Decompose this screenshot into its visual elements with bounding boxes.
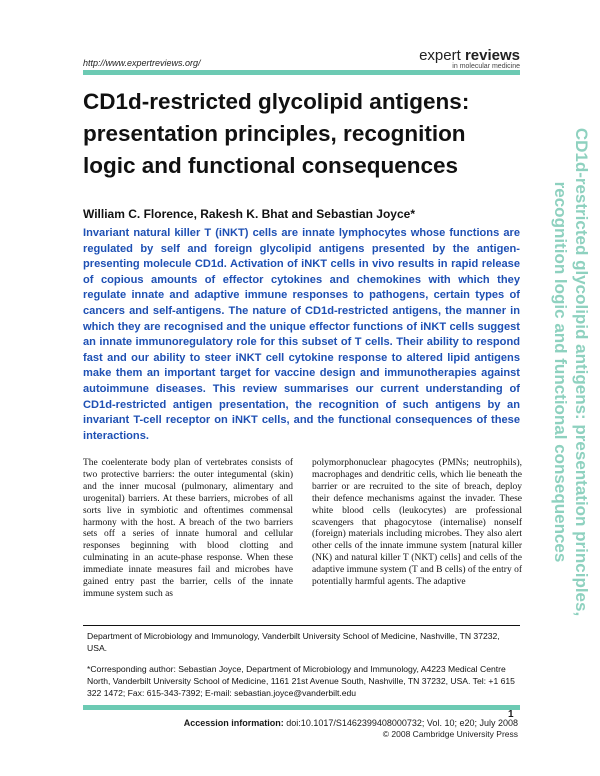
accession-info	[184, 718, 518, 728]
body-column-right: polymorphonuclear phagocytes (PMNs; neutrophils), macrophages and dendritic cells, which lie beneath the barrier or are recruited to the site of breach, deploy their defence mechanisms against the invader. These white blood cells (leukocytes) are professional scavengers that phagocytose (internalise) nonself (foreign) materials including microbes. They also alert other cells of the innate immune system [natural killer (NK) and natural killer T (NKT) cells] and cells of the adaptive immune system (T and B cells) of the entry of potentially harmful agents. The adaptive	[312, 458, 522, 588]
top-accent-bar	[83, 70, 520, 75]
body-column-left: The coelenterate body plan of vertebrates consists of two protective barriers: the outer integumental (skin) and the inner mucosal (pulmonary, alimentary and urogenital) barriers. At these barriers, microbes of all sorts live in symbiotic and oftentimes commensal harmony with the host. A breach of the two barriers sets off a series of innate humoral and cellular responses beginning with blood clotting and culminating in an acute-phase response. When these immediate innate measures fail and microbes have gained entry past the barrier, cells of the innate immune system such as	[83, 458, 293, 599]
page-number: 1	[508, 709, 514, 720]
accession-label: Accession information:	[183, 718, 284, 728]
side-title-line-2: recognition logic and functional consequences	[551, 181, 570, 563]
accession-value: doi:10.1017/S1462399408000732; Vol. 10; e20; July 2008	[286, 718, 518, 728]
affiliation-box	[83, 625, 520, 706]
logo-wordmark	[419, 48, 520, 63]
logo-reviews: reviews	[464, 47, 520, 64]
title-line-1: CD1d-restricted glycolipid antigens:	[83, 89, 470, 114]
corresponding-author: *Corresponding author: Sebastian Joyce, Department of Microbiology and Immunology, A4223 Medical Centre North, Vanderbilt University School of Medicine, 1161 21st Avenue South, Nashville, TN 37232, USA. Tel: +1 615 322 1472; Fax: 615-343-7392; E-mail: sebastian.joyce@vanderbilt.edu	[87, 664, 515, 698]
logo-expert: expert	[419, 47, 461, 64]
journal-url[interactable]: http://www.expertreviews.org/	[83, 58, 201, 68]
side-running-title	[530, 52, 592, 692]
side-title-line-1: CD1d-restricted glycolipid antigens: presentation principles,	[572, 127, 591, 617]
title-line-3: logic and functional consequences	[83, 153, 459, 178]
article-title	[83, 86, 523, 182]
department-affiliation: Department of Microbiology and Immunology, Vanderbilt University School of Medicine, Nashville, TN 37232, USA.	[87, 631, 500, 653]
title-line-2: presentation principles, recognition	[83, 121, 466, 146]
copyright: © 2008 Cambridge University Press	[382, 729, 518, 739]
bottom-accent-bar	[83, 705, 520, 710]
logo-subtitle: in molecular medicine	[452, 63, 520, 70]
journal-logo	[419, 48, 520, 70]
author-list: William C. Florence, Rakesh K. Bhat and Sebastian Joyce*	[83, 207, 415, 221]
abstract: Invariant natural killer T (iNKT) cells are innate lymphocytes whose functions are regulated by self and foreign glycolipid antigens presented by the antigen-presenting molecule CD1d. Activation of iNKT cells in vivo results in rapid release of copious amounts of effector cytokines and chemokines with which they regulate innate and adaptive immune responses to pathogens, certain types of cancers and self-antigens. The nature of CD1d-restricted antigens, the manner in which they are recognised and the unique effector functions of iNKT cells suggest an innate immunoregulatory role for this subset of T cells. Their ability to respond fast and our ability to steer iNKT cell cytokine response to altered lipid antigens make them an important target for vaccine design and immunotherapies against autoimmune diseases. This review summarises our current understanding of CD1d-restricted antigen presentation, the recognition of such antigens by an invariant T-cell receptor on iNKT cells, and the functional consequences of these interactions.	[83, 227, 520, 442]
